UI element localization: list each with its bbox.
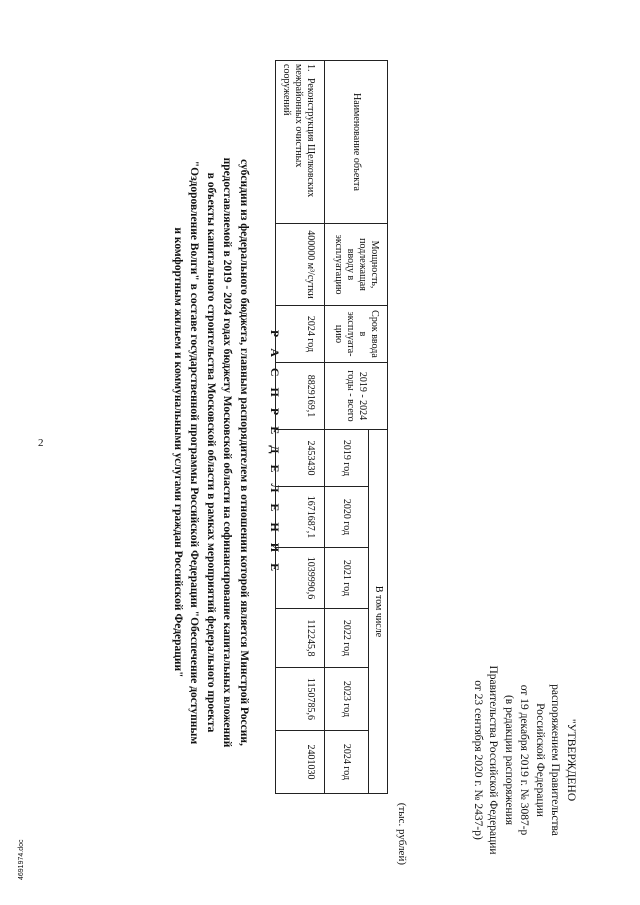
object-name: Реконструкция Щелковских межрайонных очистных сооружений <box>281 64 316 198</box>
document-title: Р А С П Р Е Д Е Л Е Н И Е <box>268 329 282 576</box>
header-year: 2022 год <box>325 609 369 668</box>
cell-year: 112245,8 <box>276 609 325 668</box>
header-term: Срок ввода в эксплуата-цию <box>325 306 388 363</box>
cell-year: 2401030 <box>276 731 325 794</box>
header-capacity: Мощность, подлежащая вводу в эксплуатацию <box>325 224 388 306</box>
approval-line: от 23 сентября 2020 г. № 2437-р) <box>472 680 484 840</box>
approval-line: Правительства Российской Федерации <box>487 665 500 855</box>
approval-line: распоряжением Правительства <box>549 684 562 836</box>
subtitle-line: и комфортным жильем и коммунальными услугами граждан Российской Федерации" <box>172 227 184 678</box>
header-year: 2023 год <box>325 668 369 731</box>
header-year: 2021 год <box>325 548 369 609</box>
approval-line: от 19 декабря 2019 г. № 3087-р <box>518 684 531 836</box>
cell-year: 1039990,6 <box>276 548 325 609</box>
document-subtitle <box>170 60 253 845</box>
subtitle-line: в объекты капитального строительства Московской области в рамках мероприятий федерального проекта <box>205 172 217 733</box>
header-including: В том числе <box>368 430 387 794</box>
cell-year: 1671687,1 <box>276 487 325 548</box>
header-year: 2019 год <box>325 430 369 487</box>
cell-total: 8829169,1 <box>276 363 325 430</box>
cell-capacity: 400000 м³/сутки <box>276 224 325 306</box>
approval-line: Российской Федерации <box>534 703 546 817</box>
cell-name <box>276 61 325 224</box>
units-label: (тыс. рублей) <box>396 802 408 865</box>
header-name: Наименование объекта <box>325 61 388 224</box>
cell-year: 2453430 <box>276 430 325 487</box>
header-year: 2020 год <box>325 487 369 548</box>
cell-term: 2024 год <box>276 306 325 363</box>
document-code: 4691974.doc <box>18 839 25 880</box>
approval-block <box>470 645 579 875</box>
header-year: 2024 год <box>325 731 369 794</box>
header-total: 2019 - 2024 годы - всего <box>325 363 388 430</box>
subtitle-line: "Оздоровление Волги" в составе государственной программы Российской Федерации "Обеспечение доступным <box>188 160 201 745</box>
approval-line: "УТВЕРЖДЕНО <box>565 718 577 802</box>
table-row <box>276 61 325 794</box>
row-number: 1. <box>305 64 316 72</box>
cell-year: 1150785,6 <box>276 668 325 731</box>
page-number: 2 <box>38 437 44 449</box>
distribution-table <box>275 60 388 794</box>
subtitle-line: субсидии из федерального бюджета, главным распорядителем в отношении которой является Минстрой России, <box>238 159 250 746</box>
approval-line: (в редакции распоряжения <box>503 694 515 826</box>
subtitle-line: предоставляемой в 2019 - 2024 годах бюджету Московской области на софинансирование капитальных вложений <box>221 157 234 748</box>
